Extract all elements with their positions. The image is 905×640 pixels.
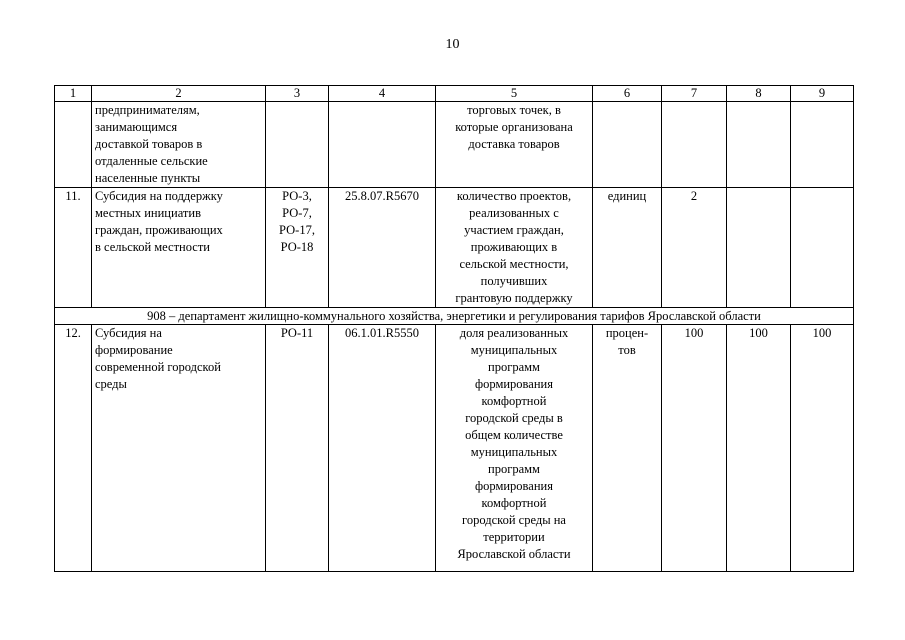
value-cell-9 <box>791 188 854 308</box>
header-cell-6: 6 <box>593 86 662 102</box>
value-cell-7: 100 <box>662 325 727 572</box>
indicators-table <box>54 85 854 572</box>
indicator-cell: количество проектов, реализованных с участием граждан, проживающих в сельской местности, получивших грантовую поддержку <box>436 188 593 308</box>
department-row <box>55 308 854 325</box>
budget-code-cell <box>329 102 436 188</box>
header-cell-9: 9 <box>791 86 854 102</box>
indicator-cell: доля реализованных муниципальных программ формирования комфортной городской среды в общем количестве муниципальных программ формирования комфортной городской среды на территории Ярославской области <box>436 325 593 572</box>
row-number-cell <box>55 102 92 188</box>
value-cell-9: 100 <box>791 325 854 572</box>
header-cell-3: 3 <box>266 86 329 102</box>
budget-code-cell: 06.1.01.R5550 <box>329 325 436 572</box>
value-cell-9 <box>791 102 854 188</box>
table-header-row <box>55 86 854 102</box>
unit-cell: процен- тов <box>593 325 662 572</box>
value-cell-8 <box>727 188 791 308</box>
table-row <box>55 325 854 572</box>
department-title: 908 – департамент жилищно-коммунального хозяйства, энергетики и регулирования тарифов Ярославской области <box>55 308 854 325</box>
header-cell-4: 4 <box>329 86 436 102</box>
value-cell-7: 2 <box>662 188 727 308</box>
header-cell-5: 5 <box>436 86 593 102</box>
table-row <box>55 188 854 308</box>
unit-cell <box>593 102 662 188</box>
unit-cell: единиц <box>593 188 662 308</box>
page-number: 10 <box>445 37 460 52</box>
subsidy-name-cell: Субсидия на формирование современной городской среды <box>92 325 266 572</box>
region-code-cell: РО-11 <box>266 325 329 572</box>
value-cell-7 <box>662 102 727 188</box>
subsidy-name-cell: Субсидия на поддержку местных инициатив граждан, проживающих в сельской местности <box>92 188 266 308</box>
value-cell-8: 100 <box>727 325 791 572</box>
indicator-cell: торговых точек, в которые организована доставка товаров <box>436 102 593 188</box>
budget-code-cell: 25.8.07.R5670 <box>329 188 436 308</box>
region-code-cell: РО-3, РО-7, РО-17, РО-18 <box>266 188 329 308</box>
table-row <box>55 102 854 188</box>
row-number-cell: 12. <box>55 325 92 572</box>
subsidy-name-cell: предпринимателям, занимающимся доставкой товаров в отдаленные сельские населенные пункты <box>92 102 266 188</box>
header-cell-2: 2 <box>92 86 266 102</box>
value-cell-8 <box>727 102 791 188</box>
header-cell-8: 8 <box>727 86 791 102</box>
header-cell-7: 7 <box>662 86 727 102</box>
header-cell-1: 1 <box>55 86 92 102</box>
row-number-cell: 11. <box>55 188 92 308</box>
region-code-cell <box>266 102 329 188</box>
